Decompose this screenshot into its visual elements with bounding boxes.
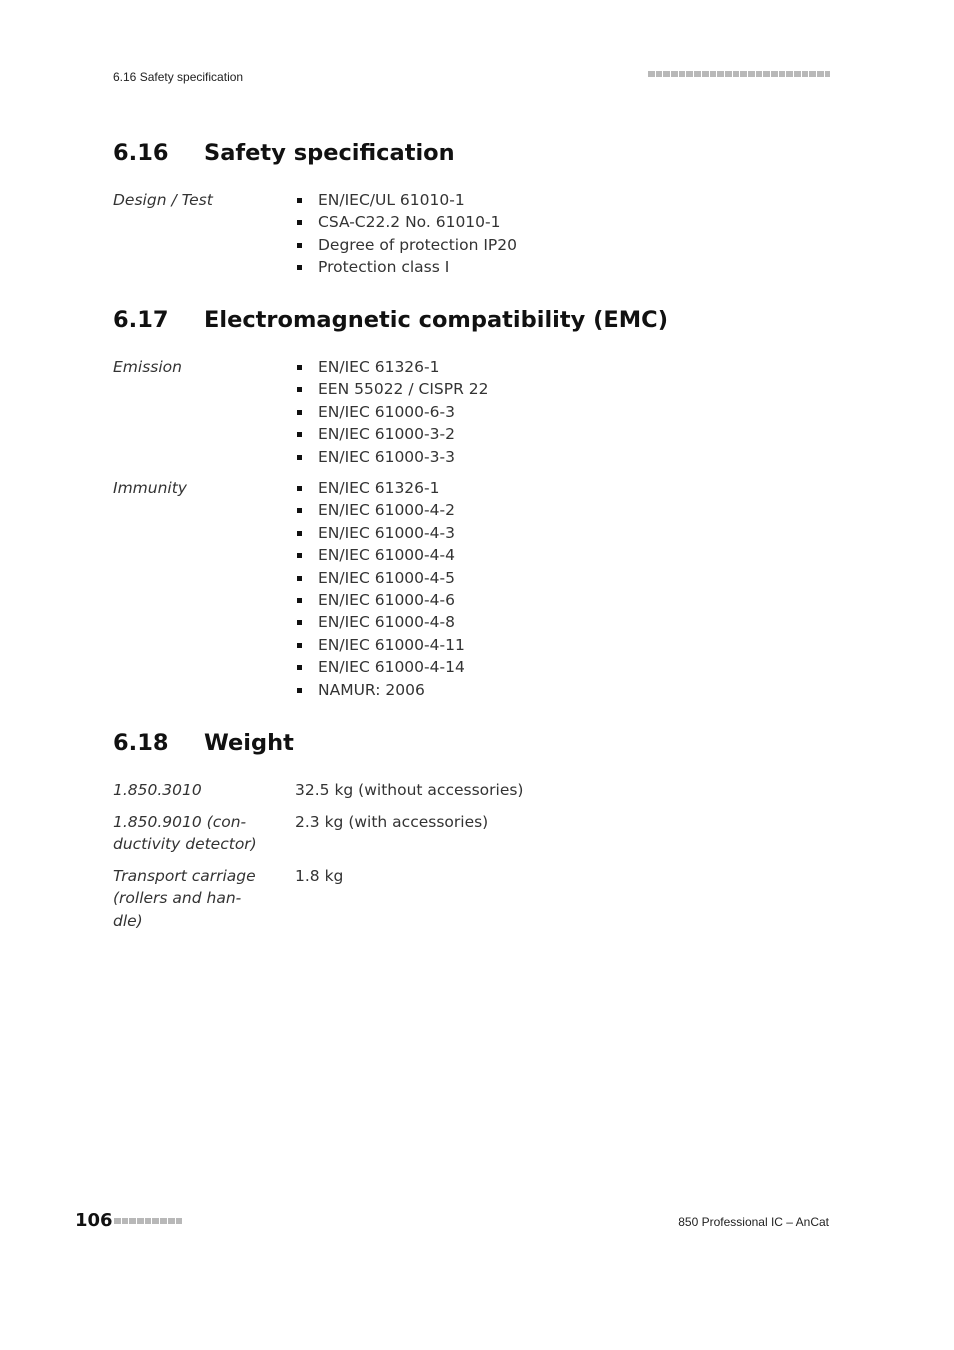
section-title: Safety specification — [204, 140, 455, 166]
design-test-list — [295, 189, 517, 279]
list-item: EN/IEC 61326-1 — [295, 356, 489, 378]
list-item: EN/IEC 61000-6-3 — [295, 401, 489, 423]
immunity-list — [295, 477, 465, 701]
section-heading-emc — [113, 307, 668, 333]
label-line: (rollers and han- — [113, 889, 242, 908]
list-item: EN/IEC 61000-4-14 — [295, 656, 465, 678]
section-heading-safety — [113, 140, 455, 166]
list-item: EEN 55022 / CISPR 22 — [295, 378, 489, 400]
list-item: EN/IEC 61000-3-2 — [295, 423, 489, 445]
footer-dot-bar — [114, 1218, 182, 1224]
list-item: NAMUR: 2006 — [295, 679, 465, 701]
label-line: 1.850.3010 — [113, 781, 202, 799]
footer-product-name: 850 Professional IC – AnCat — [678, 1215, 829, 1229]
spec-label-immunity: Immunity — [113, 479, 187, 497]
label-line: 1.850.9010 (con- — [113, 813, 247, 831]
emission-list — [295, 356, 489, 468]
list-item: EN/IEC 61000-4-4 — [295, 544, 465, 566]
label-line: dle) — [113, 911, 143, 930]
list-item: EN/IEC 61000-4-5 — [295, 567, 465, 589]
list-item: EN/IEC 61000-4-2 — [295, 499, 465, 521]
section-number: 6.16 — [113, 140, 169, 166]
weight-value-transport-carriage: 1.8 kg — [295, 867, 344, 885]
running-header-section: 6.16 Safety specification — [113, 70, 244, 84]
weight-label-transport-carriage — [113, 865, 263, 932]
list-item: EN/IEC/UL 61010-1 — [295, 189, 517, 211]
weight-value-main-unit: 32.5 kg (without accessories) — [295, 781, 524, 799]
list-item: CSA-C22.2 No. 61010-1 — [295, 211, 517, 233]
page-number: 106 — [75, 1210, 113, 1231]
weight-label-main-unit — [113, 779, 263, 801]
list-item: Protection class I — [295, 256, 517, 278]
list-item: EN/IEC 61000-4-3 — [295, 522, 465, 544]
section-title: Weight — [204, 730, 294, 756]
weight-label-conductivity-detector — [113, 811, 263, 856]
label-line: ductivity detector) — [113, 835, 257, 854]
header-dot-bar — [648, 71, 830, 79]
list-item: EN/IEC 61326-1 — [295, 477, 465, 499]
list-item: Degree of protection IP20 — [295, 234, 517, 256]
section-number: 6.17 — [113, 307, 169, 333]
list-item: EN/IEC 61000-4-11 — [295, 634, 465, 656]
section-title: Electromagnetic compatibility (EMC) — [204, 307, 668, 333]
list-item: EN/IEC 61000-4-8 — [295, 611, 465, 633]
spec-label-design-test: Design / Test — [113, 191, 213, 209]
list-item: EN/IEC 61000-3-3 — [295, 446, 489, 468]
label-line: Transport carriage — [113, 867, 256, 885]
list-item: EN/IEC 61000-4-6 — [295, 589, 465, 611]
weight-value-conductivity-detector: 2.3 kg (with accessories) — [295, 813, 489, 831]
section-number: 6.18 — [113, 730, 169, 756]
section-heading-weight — [113, 730, 294, 756]
spec-label-emission: Emission — [113, 358, 182, 376]
